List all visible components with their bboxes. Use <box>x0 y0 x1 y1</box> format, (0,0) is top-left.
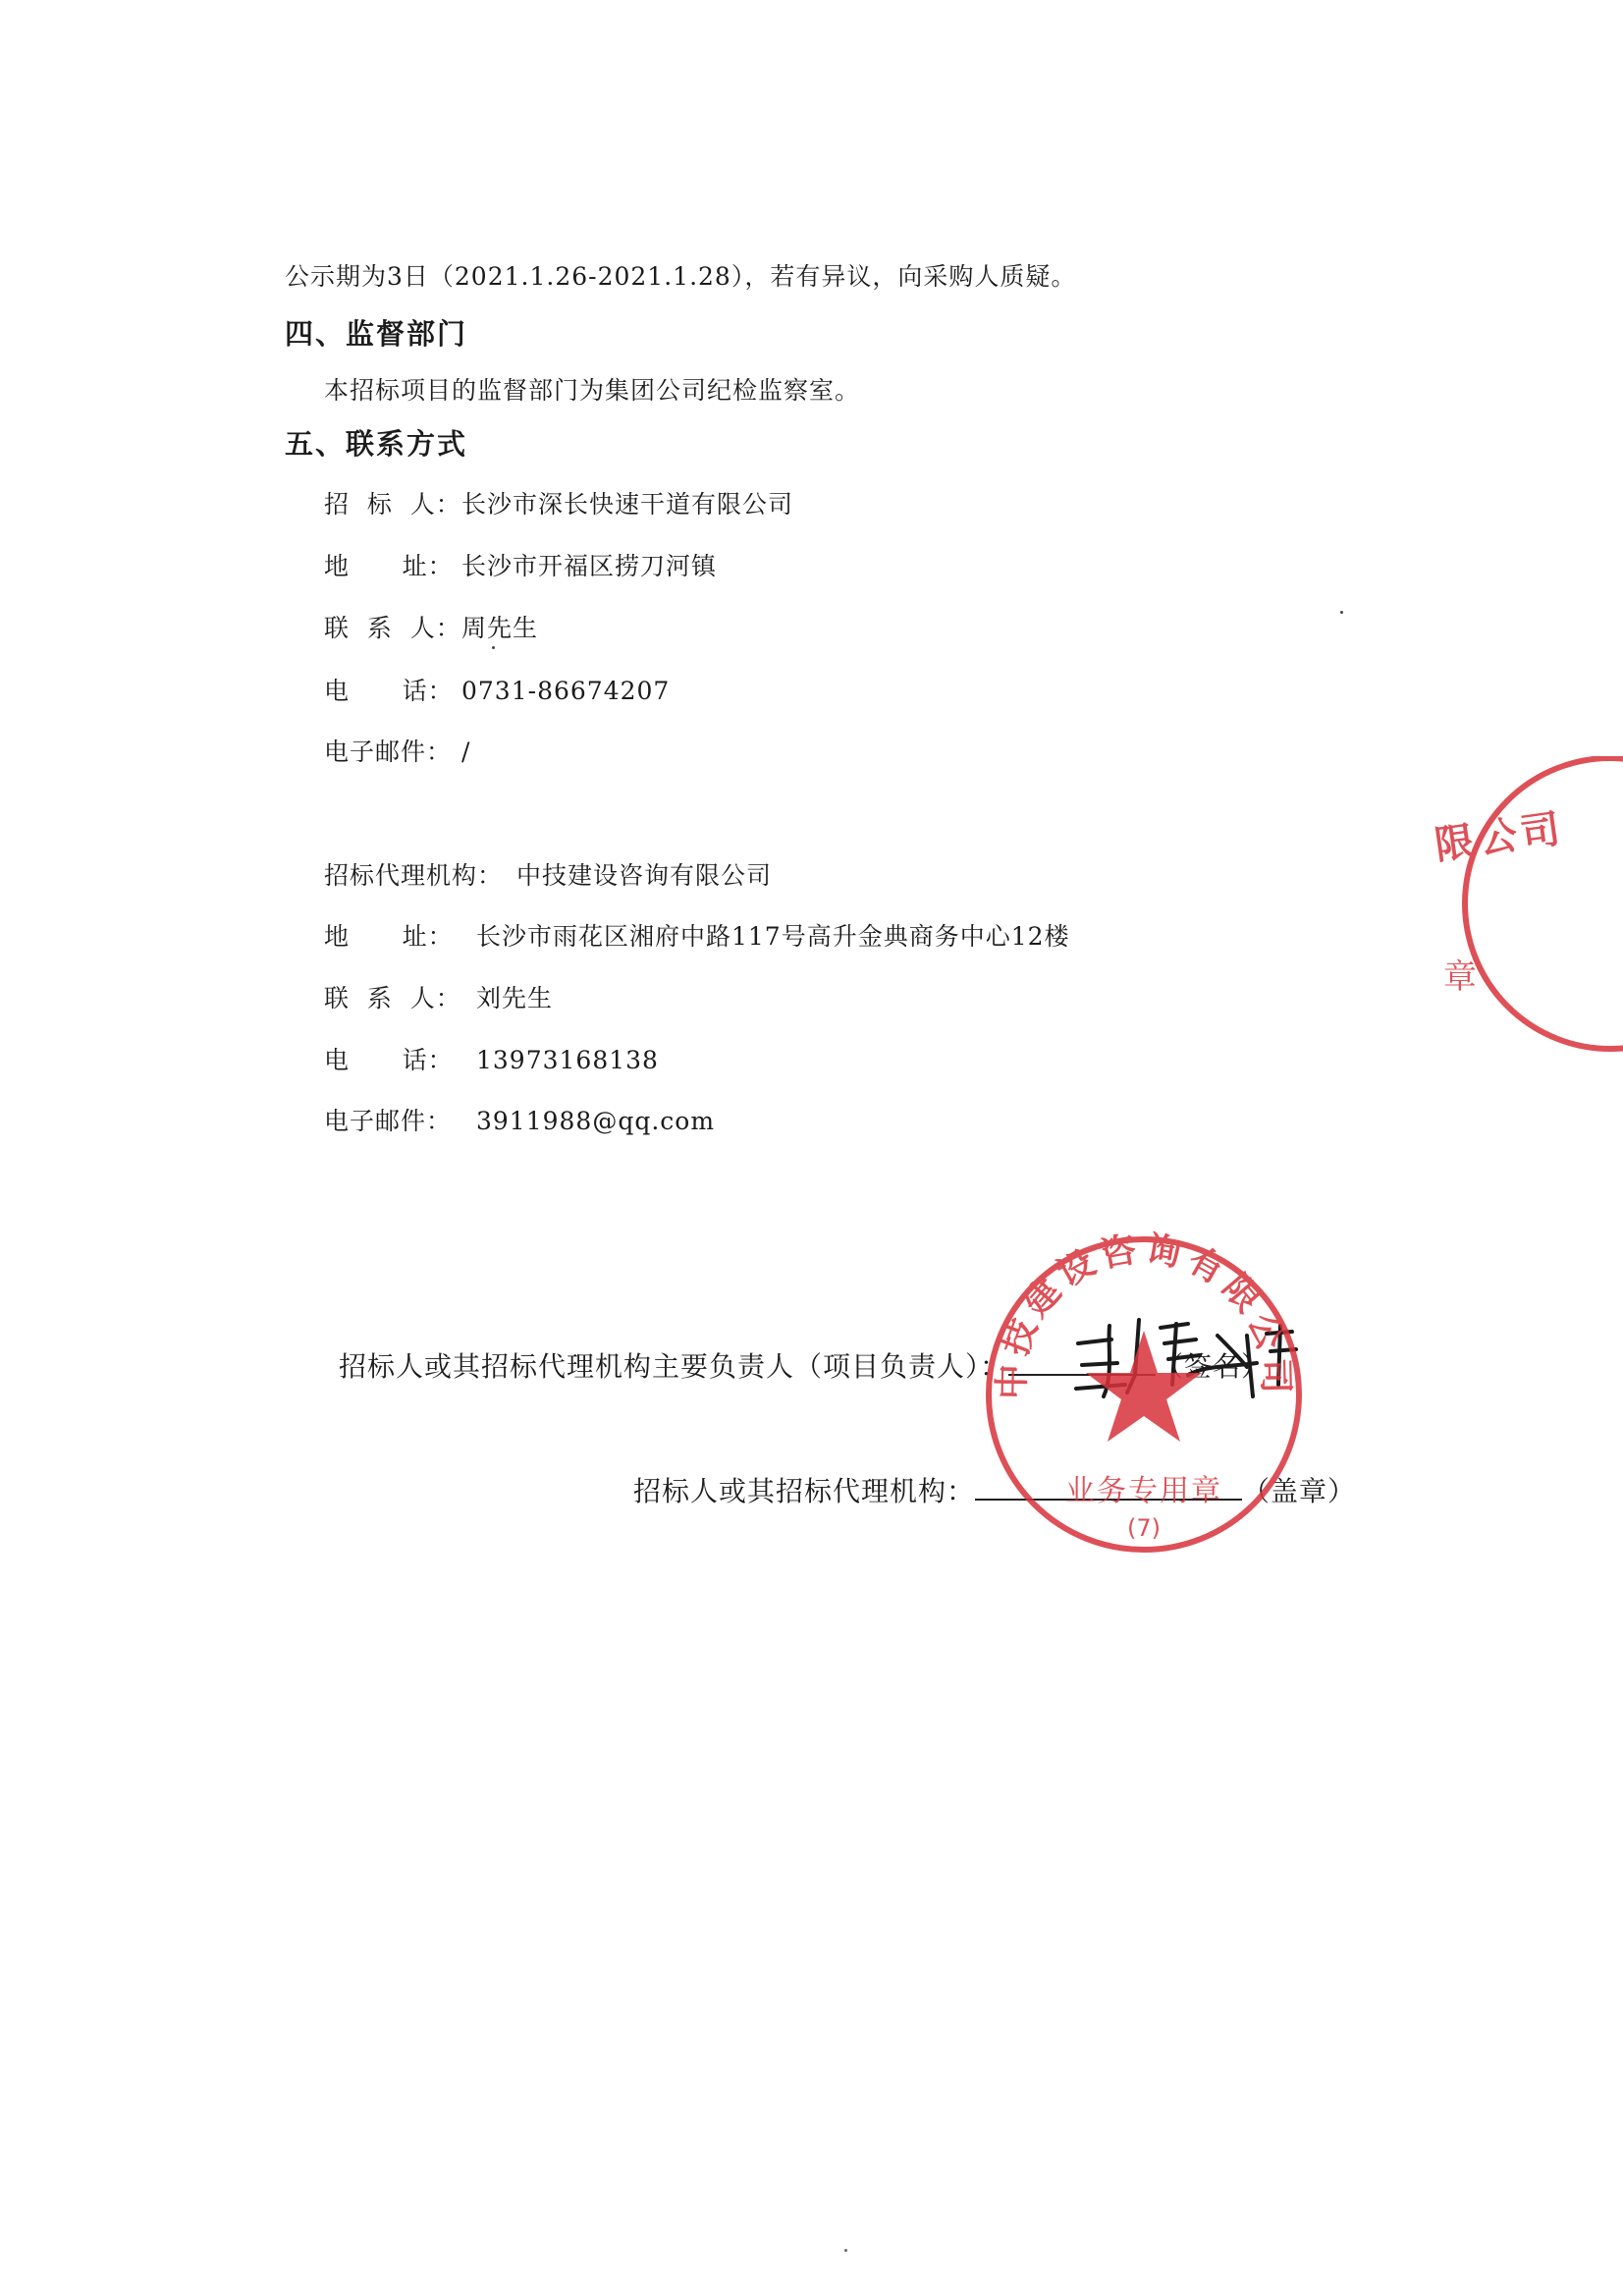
agency-email-value: 3911988@qq.com <box>476 1107 716 1135</box>
section4-heading: 四、监督部门 <box>285 317 468 351</box>
section5-heading: 五、联系方式 <box>285 427 468 461</box>
tenderer-phone-row <box>324 672 670 707</box>
agency-seal-stamp <box>977 1228 1311 1561</box>
agency-seal-arc-text: 中技建设咨询有限公司 <box>992 1229 1296 1400</box>
scan-speck <box>492 646 495 649</box>
tenderer-email-value: / <box>461 738 471 766</box>
agency-address-row <box>324 917 1070 953</box>
agency-name-row <box>324 856 772 892</box>
notice-period-text: 公示期为3日（2021.1.26-2021.1.28），若有异议，向采购人质疑。 <box>285 262 1077 291</box>
signature-line-suffix: （签名） <box>1156 1350 1271 1383</box>
agency-email-label: 电子邮件： <box>324 1107 453 1135</box>
tenderer-seal-bottom-text: 章 <box>1443 957 1477 997</box>
tenderer-name-value: 长沙市深长快速干道有限公司 <box>461 490 794 519</box>
scan-speck <box>1340 611 1343 614</box>
tenderer-seal-text: 限公司 <box>1432 805 1567 869</box>
agency-contact-value: 刘先生 <box>476 984 554 1012</box>
agency-name-value: 中技建设咨询有限公司 <box>516 861 773 890</box>
seal-line-prefix: 招标人或其招标代理机构： <box>633 1475 976 1507</box>
agency-phone-value: 13973168138 <box>476 1046 659 1074</box>
agency-phone-label: 电 话： <box>324 1046 454 1074</box>
tenderer-email-label: 电子邮件： <box>324 738 453 766</box>
section4-text: 本招标项目的监督部门为集团公司纪检监察室。 <box>324 376 861 405</box>
agency-contact-row <box>324 979 553 1014</box>
tenderer-phone-label: 电 话： <box>324 677 454 705</box>
scan-speck <box>844 2249 847 2252</box>
agency-seal-bottom-text: 业务专用章 <box>1065 1474 1222 1508</box>
agency-address-value: 长沙市雨花区湘府中路117号高升金典商务中心12楼 <box>476 922 1070 951</box>
tenderer-address-label: 地 址： <box>324 552 454 580</box>
tenderer-address-value: 长沙市开福区捞刀河镇 <box>461 552 718 580</box>
agency-name-label: 招标代理机构： <box>324 861 504 890</box>
signature-line-prefix: 招标人或其招标代理机构主要负责人（项目负责人）： <box>339 1350 1009 1383</box>
agency-email-row <box>324 1102 715 1137</box>
agency-contact-label: 联 系 人： <box>324 984 461 1012</box>
tenderer-name-row <box>324 485 793 520</box>
tenderer-contact-row <box>324 609 538 644</box>
seal-line-suffix: （盖章） <box>1242 1475 1357 1507</box>
agency-phone-row <box>324 1041 659 1076</box>
agency-address-label: 地 址： <box>324 922 454 951</box>
tenderer-contact-value: 周先生 <box>461 614 539 642</box>
tenderer-phone-value: 0731-86674207 <box>461 677 671 705</box>
agency-seal-number: (7) <box>1127 1514 1161 1542</box>
tenderer-contact-label: 联 系 人： <box>324 614 461 642</box>
tenderer-name-label: 招 标 人： <box>324 490 461 519</box>
tenderer-seal-partial-stamp <box>1414 756 1623 1061</box>
tenderer-email-row <box>324 733 470 768</box>
tenderer-address-row <box>324 547 717 582</box>
